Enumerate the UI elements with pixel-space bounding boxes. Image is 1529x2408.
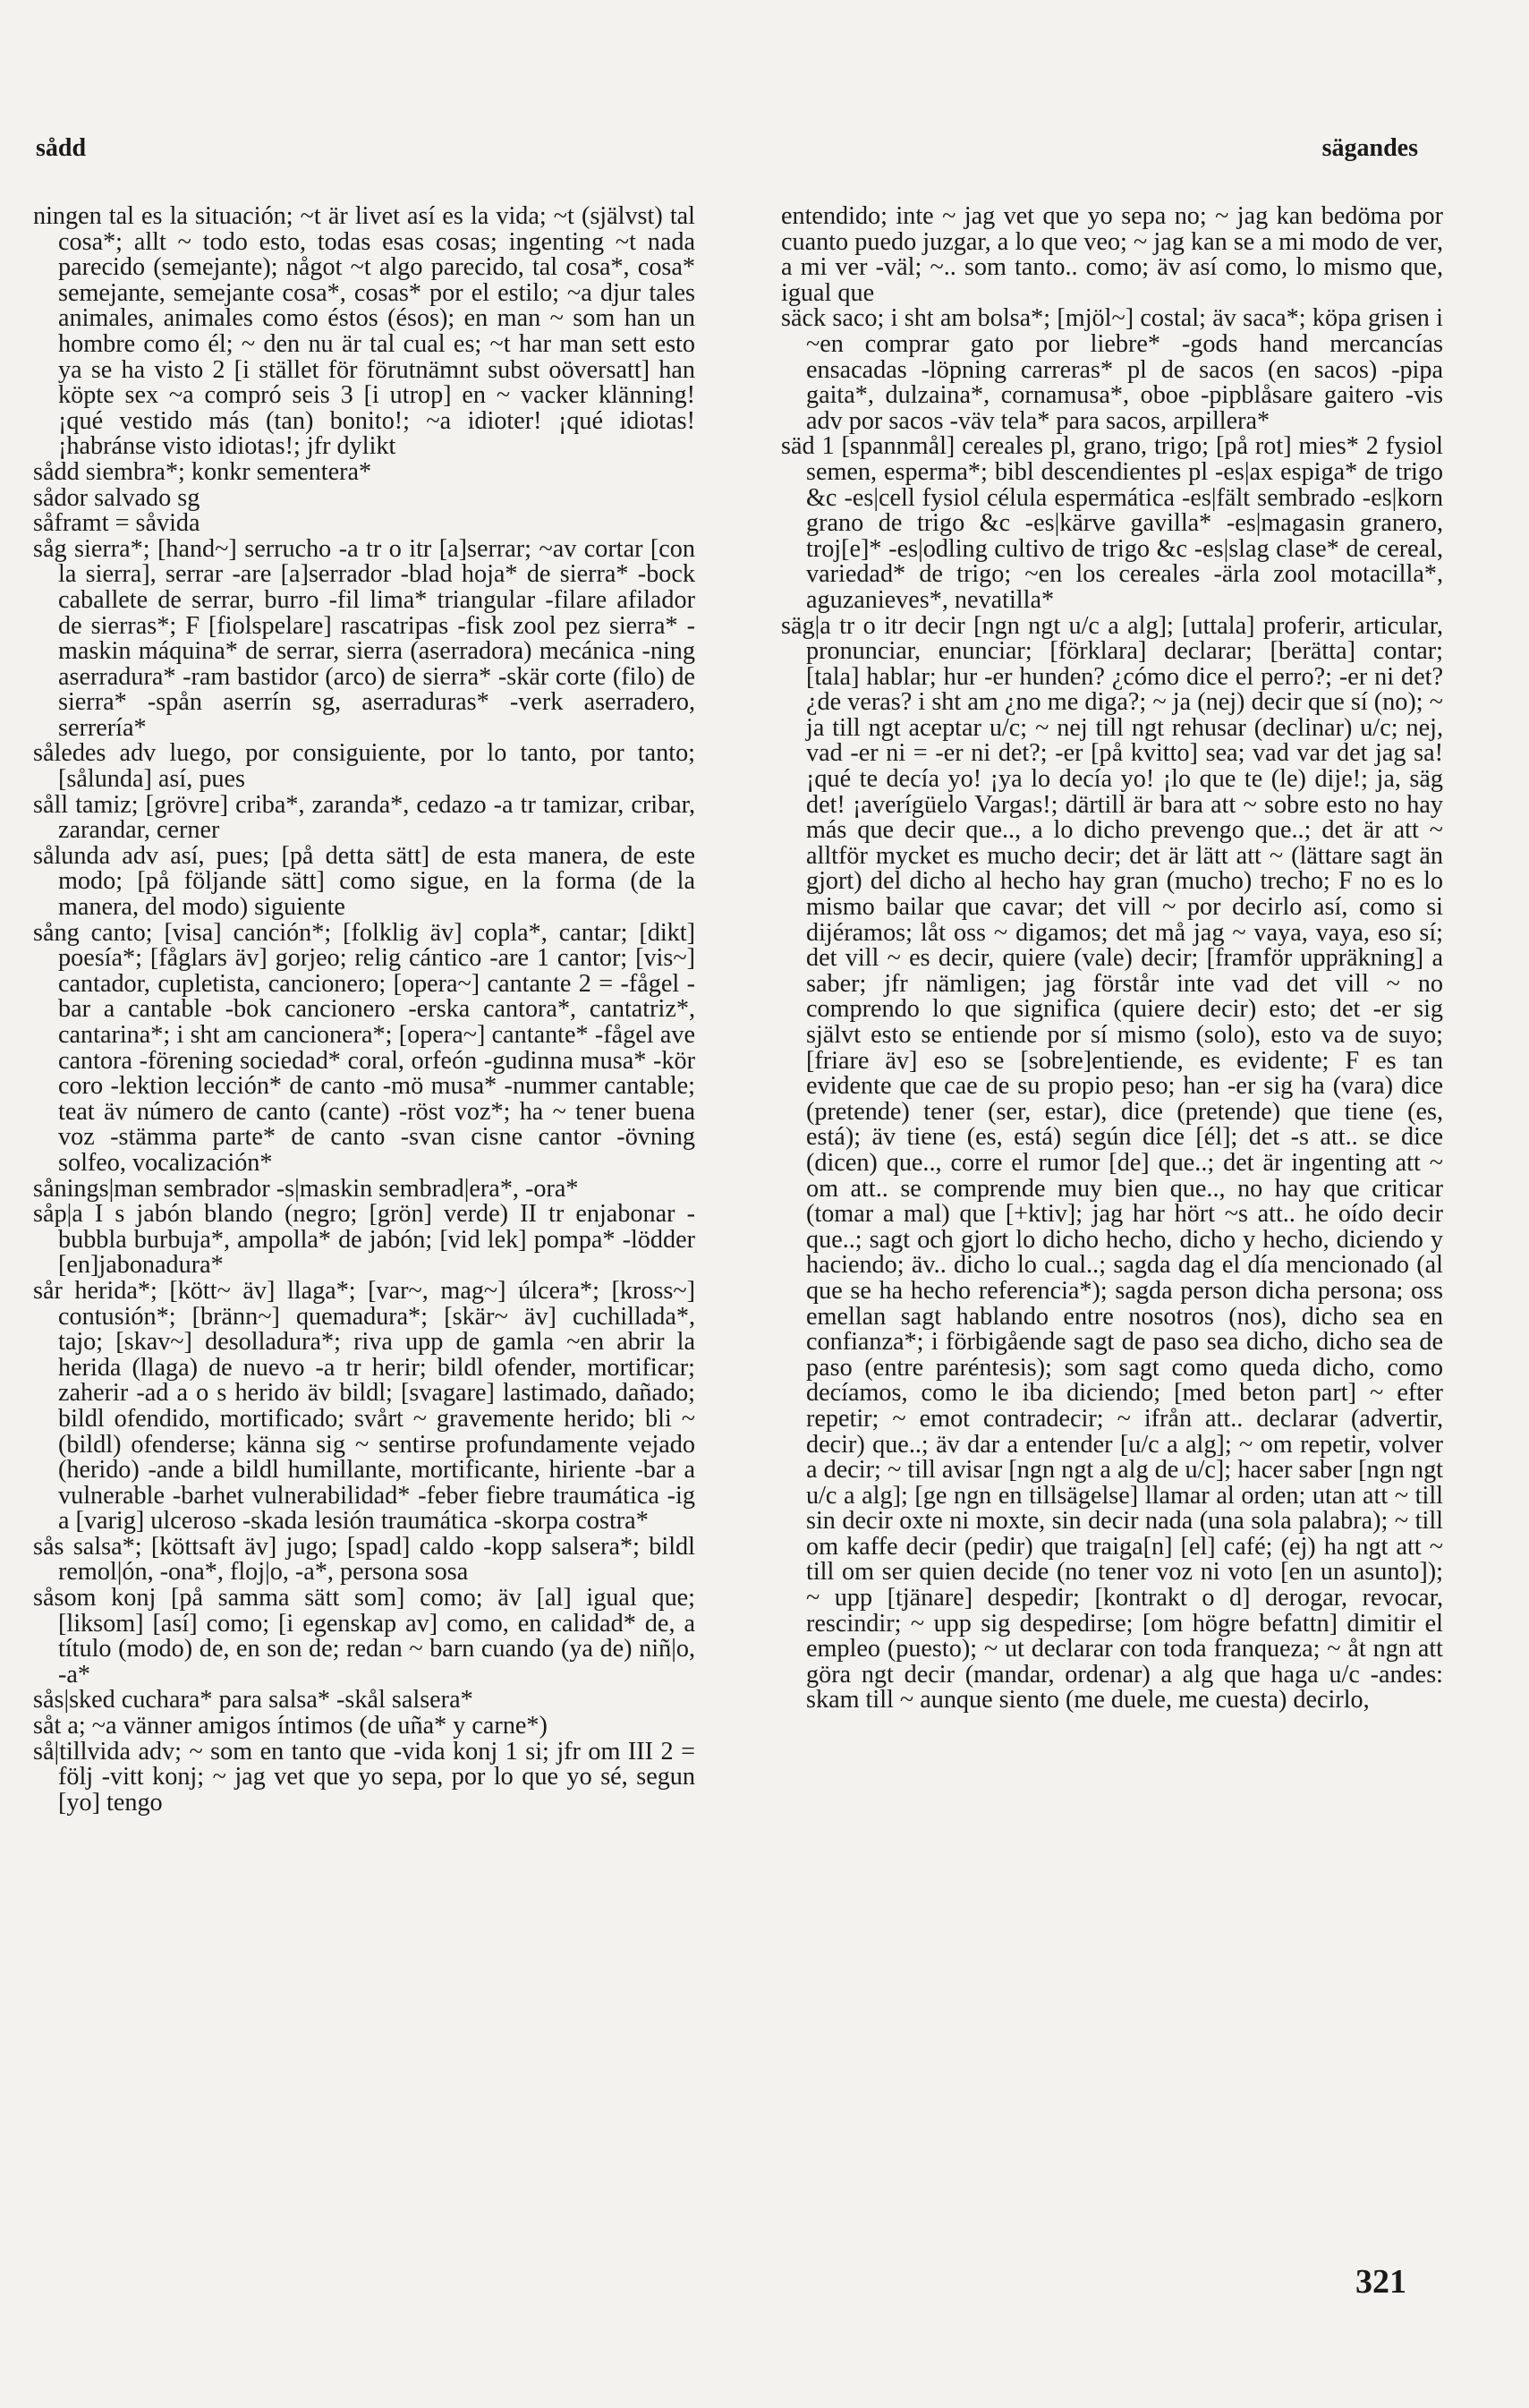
dictionary-entry: såsom konj [på samma sätt som] como; äv [al] igual que; [liksom] [así] como; [i egenskap av] como, en calidad* de, a título (modo) de, en son de; redan ~ barn cuando (ya de) niñ|o, -a* (33, 1584, 695, 1689)
dictionary-entry: sång canto; [visa] canción*; [folklig äv] copla*, cantar; [dikt] poesía*; [fåglars äv] gorjeo; relig cántico -are 1 cantor; [vis~] cantador, cupletista, cancionero; [opera~] cantante 2 = -fågel -bar a cantable -bok cancionero -erska cantora*, cantatriz*, cantarina*; i sht am cancionera*; [opera~] cantante* -fågel ave cantora -förening sociedad* coral, orfeón -gudinna musa* -kör coro -lektion lección* de canto -mö musa* -nummer cantable; teat äv número de canto (cante) -röst voz*; ha ~ tener buena voz -stämma parte* de canto -svan cisne cantor -övning solfeo, vocalización* (33, 918, 695, 1177)
left-column (33, 204, 695, 2262)
dictionary-entry: ningen tal es la situación; ~t är livet así es la vida; ~t (självst) tal cosa*; allt ~ todo esto, todas esas cosas; ingenting ~t nada parecido (semejante); något ~t algo parecido, tal cosa*, cosa* semejante, semejante cosa*, cosas* por el estilo; ~a djur tales animales, animales como éstos (ésos); en man ~ som han un hombre como él; ~ den nu är tal cual es; ~t har man sett esto ya se ha visto 2 [i stället för förutnämnt subst oöversatt] han köpte sex ~a compró seis 3 [i utrop] en ~ vacker klänning! ¡qué vestido más (tan) bonito!; ~a idioter! ¡qué idiotas! ¡habránse visto idiotas!; jfr dylikt (33, 204, 695, 461)
dictionary-entry: såll tamiz; [grövre] criba*, zaranda*, cedazo -a tr tamizar, cribar, zarandar, cerner (33, 790, 695, 845)
dictionary-entry: sålunda adv así, pues; [på detta sätt] de esta manera, de este modo; [på följande sätt] como sigue, en la forma (de la manera, del modo) siguiente (33, 841, 695, 922)
dictionary-entry: således adv luego, por consiguiente, por lo tanto, por tanto; [sålunda] así, pues (33, 739, 695, 794)
dictionary-entry: såframt = såvida (33, 509, 200, 538)
dictionary-entry: sås|sked cuchara* para salsa* -skål salsera* (33, 1686, 473, 1715)
dictionary-entry: säg|a tr o itr decir [ngn ngt u/c a alg]; [uttala] proferir, articular, pronunciar, enunciar; [förklara] declarar; [berätta] contar; [tala] hablar; hur -er hunden? ¿cómo dice el perro?; -er ni det? ¿de veras? i sht am ¿no me diga?; ~ ja (nej) decir que sí (no); ~ ja till ngt aceptar u/c; ~ nej till ngt rehusar (declinar) u/c; nej, vad -er ni = -er ni det?; -er [på kvitto] sea; vad var det jag sa! ¡qué te decía yo! ¡ya lo decía yo! ¡lo que te (le) dije!; ja, säg det! ¡averígüelo Vargas!; därtill är bara att ~ sobre esto no hay más que decir que.., a lo dicho prevengo que..; det är att ~ alltför mycket es mucho decir; det är lätt att ~ (lättare sagt än gjort) del dicho al hecho hay gran (mucho) trecho; F no es lo mismo bailar que cavar; det vill ~ por decirlo así, como si dijéramos; låt oss ~ digamos; det må jag ~ vaya, vaya, eso sí; det vill ~ es decir, quiere (vale) decir; [framför uppräkning] a saber; jfr nämligen; jag förstår inte vad det vill ~ no comprendo lo que significa (quiere decir) esto; det -er sig självt esto se entiende por sí mismo (solo), esto va de suyo; [friare äv] eso se [sobre]entiende, es evidente; F es tan evidente que cae de su propio peso; han -er sig ha (vara) dice (pretende) tener (ser, estar), dice (pretende) que tiene (es, está); äv tiene (es, está) según dice [él]; det -s att.. se dice (dicen) que.., corre el rumor [de] que..; det är ingenting att ~ om att.. se comprende muy bien que.., no hay que criticar (tomar a mal) que [+ktiv]; jag har hört ~s att.. he oído decir que..; sagt och gjort lo dicho hecho, dicho y hecho, diciendo y haciendo; äv.. dicho lo cual..; sagda dag el día mencionado (al que se ha hecho referencia*); sagda person dicha persona; oss emellan sagt hablando entre nosotros (nos), dicho sea en confianza*; i förbigående sagt de paso sea dicho, dicho sea de paso (entre paréntesis); som sagt como queda dicho, como decíamos, como le iba diciendo; [med beton part] ~ efter repetir; ~ emot contradecir; ~ ifrån att.. declarar (advertir, decir) que..; äv dar a entender [u/c a alg]; ~ om repetir, volver a decir; ~ till avisar [ngn ngt a alg de u/c]; hacer saber [ngn ngt u/c a alg]; [ge ngn en tillsägelse] llamar al orden; utan att ~ till sin decir oxte ni moxte, sin decir nada (una sola palabra); ~ till om kaffe decir (pedir) que traiga[n] [el] café; (ej) ha ngt att ~ till om ser quien decide (no tener voz ni voto [en un asunto]); ~ upp [tjänare] despedir; [kontrakt o d] derogar, revocar, rescindir; ~ upp sig despedirse; [om högre befattn] dimitir el empleo (puesto); ~ ut declarar con toda franqueza; ~ åt ngn att göra ngt decir (mandar, ordenar) a alg que haga u/c -andes: skam till ~ aunque siento (me duele, me cuesta) decirlo, (781, 611, 1443, 1715)
page-number: 321 (1355, 2263, 1406, 2301)
dictionary-entry: sånings|man sembrador -s|maskin sembrad|era*, -ora* (33, 1174, 579, 1203)
left-guide-word: sådd (36, 134, 87, 162)
dictionary-entry: såg sierra*; [hand~] serrucho -a tr o itr [a]serrar; ~av cortar [con la sierra], serrar -are [a]serrador -blad hoja* de sierra* -bock caballete de serrar, burro -fil lima* triangular -filare afilador de sierras*; F [fiolspelare] rascatripas -fisk zool pez sierra* -maskin máquina* de serrar, sierra (aserradora) mecánica -ning aserradura* -ram bastidor (arco) de sierra* -skär corte (filo) de sierra* -spån aserrín sg, aserraduras* -verk aserradero, serrería* (33, 534, 695, 742)
dictionary-entry: säck saco; i sht am bolsa*; [mjöl~] costal; äv saca*; köpa grisen i ~en comprar gato por liebre* -gods hand mercancías ensacadas -löpning carreras* pl de sacos (en sacos) -pipa gaita*, dulzaina*, cornamusa*, oboe -pipblåsare gaitero -vis adv por sacos -väv tela* para sacos, arpillera* (781, 304, 1443, 435)
right-column (781, 204, 1443, 2262)
dictionary-entry: såt a; ~a vänner amigos íntimos (de uña* y carne*) (33, 1712, 548, 1740)
dictionary-entry: sår herida*; [kött~ äv] llaga*; [var~, mag~] úlcera*; [kross~] contusión*; [bränn~] quemadura*; [skär~ äv] cuchillada*, tajo; [skav~] desolladura*; riva upp de gamla ~en abrir la herida (llaga) de nuevo -a tr herir; bildl ofender, mortificar; zaherir -ad a o s herido äv bildl; [svagare] lastimado, dañado; bildl ofendido, mortificado; svårt ~ gravemente herido; bli ~ (bildl) ofenderse; känna sig ~ sentirse profundamente vejado (herido) -ande a bildl humillante, mortificante, hiriente -bar a vulnerable -barhet vulnerabilidad* -feber fiebre traumática -ig a [varig] ulceroso -skada lesión traumática -skorpa costra* (33, 1276, 695, 1536)
dictionary-entry: säd 1 [spannmål] cereales pl, grano, trigo; [på rot] mies* 2 fysiol semen, esperma*; bibl descendientes pl -es|ax espiga* de trigo &c -es|cell fysiol célula espermática -es|fält sembrado -es|korn grano de trigo &c -es|kärve gavilla* -es|magasin granero, troj[e]* -es|odling cultivo de trigo &c -es|slag clase* de cereal, variedad* de trigo; ~en los cereales -ärla zool motacilla*, aguzanieves*, nevatilla* (781, 432, 1443, 614)
dictionary-entry: sådd siembra*; konkr sementera* (33, 457, 372, 486)
dictionary-entry: sås salsa*; [köttsaft äv] jugo; [spad] caldo -kopp salsera*; bildl remol|ón, -ona*, floj|o, -a*, persona sosa (33, 1532, 695, 1587)
dictionary-entry: sådor salvado sg (33, 483, 200, 512)
page-header (36, 134, 1418, 170)
dictionary-entry-continued: entendido; inte ~ jag vet que yo sepa no; ~ jag kan bedöma por cuanto puedo juzgar, a lo que veo; ~ jag kan se a mi modo de ver, a mi ver -väl; ~.. som tanto.. como; äv así como, lo mismo que, igual que (781, 204, 1443, 307)
right-guide-word: sägandes (1321, 134, 1418, 162)
dictionary-entry: såp|a I s jabón blando (negro; [grön] verde) II tr enjabonar -bubbla burbuja*, ampolla* de jabón; [vid lek] pompa* -lödder [en]jabonadura* (33, 1200, 695, 1280)
dictionary-entry: så|tillvida adv; ~ som en tanto que -vida konj 1 si; jfr om III 2 = följ -vitt konj; ~ jag vet que yo sepa, por lo que yo sé, segun [yo] tengo (33, 1737, 695, 1817)
